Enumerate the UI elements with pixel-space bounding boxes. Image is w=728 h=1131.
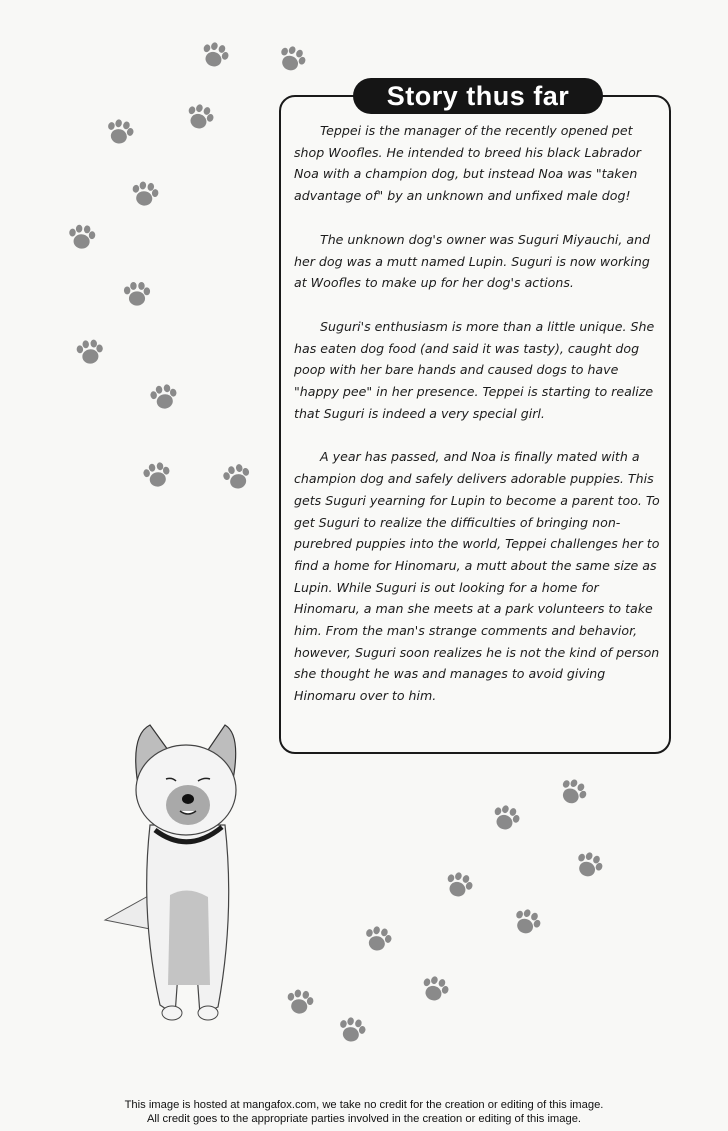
paw-print-icon bbox=[504, 899, 549, 944]
akita-dog-illustration bbox=[100, 715, 270, 1025]
paw-print-icon bbox=[280, 982, 319, 1021]
paw-print-icon bbox=[120, 277, 154, 311]
hosting-disclaimer bbox=[0, 1098, 728, 1126]
paw-print-icon bbox=[216, 456, 258, 498]
paw-print-icon bbox=[99, 111, 141, 153]
story-title-badge: Story thus far bbox=[353, 78, 603, 114]
paw-print-icon bbox=[64, 219, 101, 256]
disclaimer-line: All credit goes to the appropriate parties involved in the creation or editing of this image. bbox=[146, 1113, 582, 1125]
paw-print-icon bbox=[269, 36, 314, 81]
story-paragraph: The unknown dog's owner was Suguri Miyauchi, and her dog was a mutt named Lupin. Suguri is now working at Woofles to make up for her dog's actions. bbox=[294, 231, 651, 291]
paw-print-icon bbox=[566, 842, 611, 887]
paw-print-icon bbox=[72, 334, 109, 371]
paw-print-icon bbox=[137, 455, 176, 494]
story-paragraph: Teppei is the manager of the recently opened pet shop Woofles. He intended to breed his black Labrador Noa with a champion dog, but instead Noa was "taken advantage of" by an unknown and unfixed male dog! bbox=[294, 123, 641, 204]
story-text bbox=[294, 120, 666, 729]
paw-print-icon bbox=[484, 796, 528, 840]
disclaimer-line: This image is hosted at mangafox.com, we take no credit for the creation or editing of this image. bbox=[124, 1099, 604, 1111]
paw-print-icon bbox=[331, 1009, 373, 1051]
paw-print-icon bbox=[144, 377, 183, 416]
paw-print-icon bbox=[437, 863, 481, 907]
paw-print-icon bbox=[550, 769, 596, 815]
paw-print-icon bbox=[357, 918, 399, 960]
story-paragraph: Suguri's enthusiasm is more than a little unique. She has eaten dog food (and said it was tasty), caught dog poop with her bare hands and caused dogs to have "happy pee" in her presence. Teppei is starting to realize that Suguri is indeed a very special girl. bbox=[294, 318, 655, 421]
paw-print-icon bbox=[193, 33, 237, 77]
paw-print-icon bbox=[178, 95, 222, 139]
story-paragraph: A year has passed, and Noa is finally mated with a champion dog and safely delivers adorable puppies. This gets Suguri yearning for Lupin to become a parent too. To get Suguri to realize the difficulties of bringing non-purebred puppies into the world, Teppei challenges her to find a home for Hinomaru, a mutt about the same size as Lupin. While Suguri is out looking for a home for Hinomaru, a man she meets at a park volunteers to take him. From the man's strange comments and behavior, however, Suguri soon realizes he is not the kind of person she thought he was and manages to avoid giving Hinomaru over to him. bbox=[294, 449, 660, 704]
paw-print-icon bbox=[413, 967, 457, 1011]
paw-print-icon bbox=[125, 174, 164, 213]
